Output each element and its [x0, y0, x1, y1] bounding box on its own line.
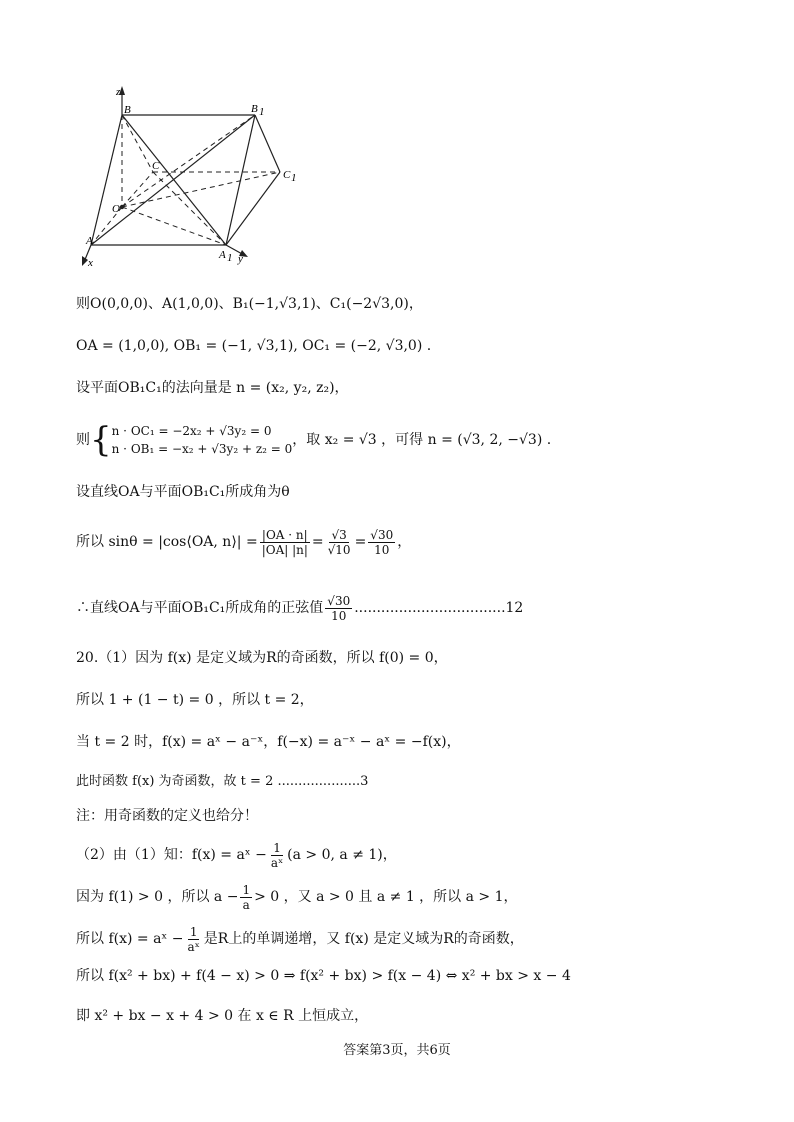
conclusion-dots: ..................................12	[354, 600, 524, 616]
fraction-1	[260, 528, 310, 557]
vertex-c-label: C	[152, 160, 160, 172]
t-solve-line: 所以 1 + (1 − t) = 0 ，所以 t = 2，	[76, 692, 314, 708]
f1-positive-line	[76, 880, 518, 914]
fraction-2-num: √3	[331, 527, 347, 542]
conclusion-prefix: ∴直线OA与平面OB₁C₁所成角的正弦值	[76, 600, 324, 616]
vertex-a-label: A	[86, 235, 93, 247]
vertex-c1-label: C	[283, 169, 291, 181]
f1-prefix: 因为 f(1) > 0 ，所以 a −	[76, 889, 239, 905]
brace-symbol: {	[90, 420, 112, 460]
monotonic-line	[76, 922, 524, 956]
part2-den: aˣ	[270, 855, 284, 870]
sine-calc-line: 所以 sinθ = |cos⟨OA, n⟩| = $\frac{|OA \cdot n|}{|OA| |n|}$ = $\frac{√3}{√10}$ = $\frac{√30}{10}$ ，	[76, 527, 412, 557]
equation-system	[112, 422, 293, 458]
always-holds-line: 即 x² + bx − x + 4 > 0 在 x ∈ R 上恒成立，	[76, 1008, 369, 1024]
part2-num: 1	[273, 840, 281, 855]
axis-y-label: y	[238, 253, 243, 265]
coordinates-line: 则O(0,0,0)、A(1,0,0)、B₁(−1,√3,1)、C₁(−2√3,0)，	[76, 296, 423, 312]
f1-fraction	[240, 883, 252, 912]
vertex-c1-subscript: 1	[291, 172, 297, 184]
f1-suffix: > 0 ，又 a > 0 且 a ≠ 1 ，所以 a > 1，	[254, 889, 518, 905]
vertex-b-label: B	[124, 104, 131, 116]
part2-prefix: （2）由（1）知：f(x) = aˣ −	[76, 847, 267, 863]
monotonic-suffix: 是R上的单调递增，又 f(x) 是定义域为R的奇函数，	[203, 931, 524, 947]
page-footer: 答案第3页，共6页	[343, 1043, 451, 1058]
f1-den: a	[242, 897, 250, 912]
part2-line	[76, 838, 397, 872]
conclusion-num: √30	[327, 593, 351, 608]
cube-figure	[76, 82, 306, 272]
q20-part1-line: 20.（1）因为 f(x) 是定义域为R的奇函数，所以 f(0) = 0，	[76, 650, 448, 666]
fraction-2-den: √10	[327, 542, 351, 557]
axis-z-label: z	[116, 86, 121, 98]
normal-vector-line: 设平面OB₁C₁的法向量是 n = (x₂, y₂, z₂)，	[76, 380, 349, 396]
system-suffix: ，取 x₂ = √3 ，可得 n = (√3, 2, −√3) .	[292, 432, 552, 448]
odd-conclusion-line: 此时函数 f(x) 为奇函数，故 t = 2 ....................3	[76, 774, 369, 789]
vertex-a1-label: A	[219, 249, 226, 261]
fraction-3-den: 10	[374, 542, 390, 557]
fraction-3-num: √30	[370, 527, 394, 542]
monotonic-den: aˣ	[187, 939, 200, 954]
fraction-2	[326, 528, 353, 557]
part2-fraction	[269, 841, 285, 870]
fraction-1-num: |OA · n|	[261, 527, 308, 542]
vertex-a1-subscript: 1	[227, 252, 233, 264]
angle-def-line: 设直线OA与平面OB₁C₁所成角为θ	[76, 484, 290, 500]
conclusion-fraction	[325, 594, 352, 623]
axis-x-label: x	[88, 257, 93, 269]
check-odd-line: 当 t = 2 时，f(x) = aˣ − a⁻ˣ，f(−x) = a⁻ˣ − aˣ = −f(x)，	[76, 734, 461, 750]
note-line: 注：用奇函数的定义也给分！	[76, 808, 258, 824]
equation-system-line	[76, 420, 551, 460]
inequality-line: 所以 f(x² + bx) + f(4 − x) > 0 ⇒ f(x² + bx) > f(x − 4) ⇔ x² + bx > x − 4	[76, 968, 571, 984]
part2-suffix: (a > 0, a ≠ 1)，	[287, 847, 397, 863]
conclusion-line	[76, 588, 523, 628]
conclusion-den: 10	[331, 608, 347, 623]
fraction-3	[368, 528, 395, 557]
equation-2: n · OB₁ = −x₂ + √3y₂ + z₂ = 0	[111, 442, 293, 456]
monotonic-num: 1	[189, 924, 198, 939]
vertex-b1-label: B	[251, 103, 258, 115]
origin-o-label: O	[112, 203, 120, 215]
monotonic-prefix: 所以 f(x) = aˣ −	[76, 931, 184, 947]
system-prefix: 则	[76, 432, 90, 448]
monotonic-fraction	[186, 925, 202, 954]
vectors-line: OA = (1,0,0), OB₁ = (−1, √3,1), OC₁ = (−2, √3,0) .	[76, 338, 432, 354]
sine-prefix: 所以 sinθ = |cos⟨OA, n⟩| =	[76, 534, 258, 550]
equation-1: n · OC₁ = −2x₂ + √3y₂ = 0	[111, 424, 272, 438]
vertex-b1-subscript: 1	[259, 106, 265, 118]
fraction-1-den: |OA| |n|	[261, 542, 308, 557]
f1-num: 1	[242, 882, 251, 897]
